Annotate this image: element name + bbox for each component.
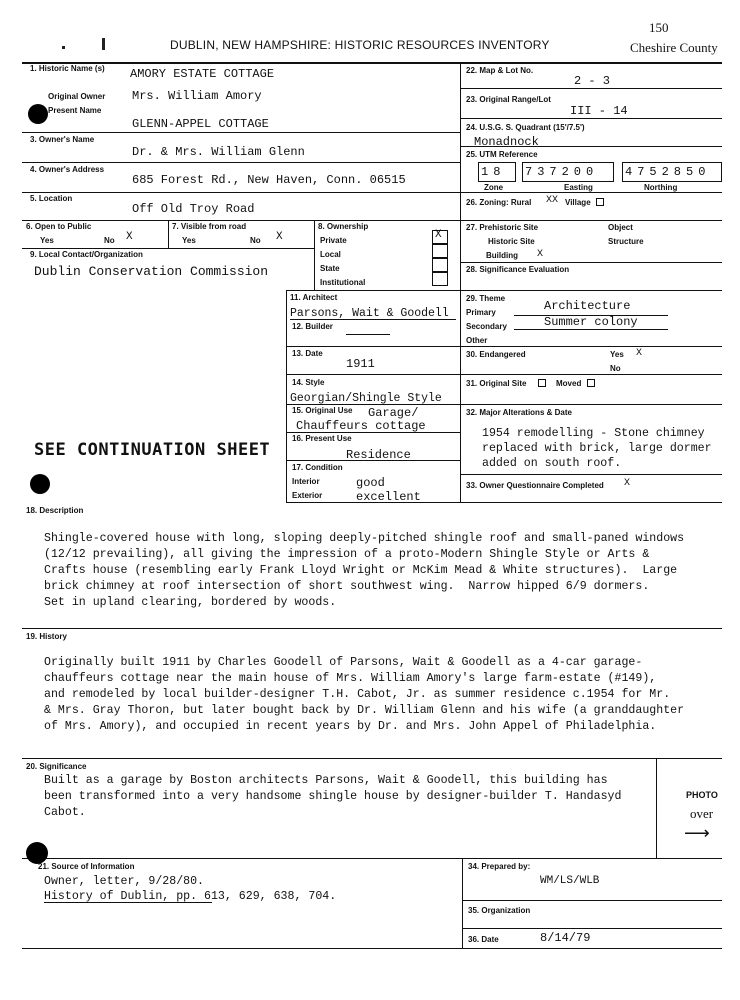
county-name: Cheshire County [630, 40, 718, 55]
quadrant-label: 24. U.S.G. S. Quadrant (15'/7.5') [466, 123, 585, 132]
prepared-by-value: WM/LS/WLB [540, 875, 600, 887]
ownership-checkbox-state[interactable] [432, 258, 448, 272]
ownership-checkbox-local[interactable] [432, 244, 448, 258]
alteration-line: 1954 remodelling - Stone chimney [482, 427, 705, 440]
alteration-line: added on south roof. [482, 457, 622, 470]
history-line: chauffeurs cottage near the main house of Mrs. William Amory's large farm-estate (#149), [44, 672, 657, 685]
photo-label: PHOTO [686, 790, 718, 800]
open-to-public-label: 6. Open to Public [26, 222, 92, 231]
village-checkbox[interactable] [596, 198, 604, 206]
theme-secondary-value: Summer colony [544, 315, 638, 329]
major-alterations-label: 32. Major Alterations & Date [466, 408, 572, 417]
theme-label: 29. Theme [466, 294, 506, 303]
historic-name-label: 1. Historic Name (s) [30, 64, 105, 73]
original-use-label: 15. Original Use [292, 406, 353, 415]
present-use-value: Residence [346, 448, 411, 462]
open-public-yes: Yes [40, 236, 54, 245]
style-underline [290, 404, 456, 405]
structure-option: Structure [608, 237, 644, 246]
significance-label: 20. Significance [26, 762, 87, 771]
history-line: and remodeled by local builder-designer T.H. Cabot, Jr. as summer residence c.1954 for Mr. [44, 688, 671, 701]
date-value: 1911 [346, 357, 375, 371]
date-prepared-label: 36. Date [468, 935, 499, 944]
alteration-line: replaced with brick, large dormer [482, 442, 712, 455]
original-site-label: 31. Original Site [466, 379, 527, 388]
description-line: Crafts house (resembling early Frank Lloyd Wright or McKim Mead & White structures). Large [44, 564, 678, 577]
page-header [0, 0, 740, 62]
description-line: Shingle-covered house with long, sloping deeply-pitched shingle roof and small-paned windows [44, 532, 685, 545]
history-line: Originally built 1911 by Charles Goodell of Parsons, Wait & Goodell as a 4-car garage- [44, 656, 643, 669]
prehistoric-site-label: 27. Prehistoric Site [466, 223, 539, 232]
utm-zone-label: Zone [484, 183, 504, 192]
map-lot-value: 2 - 3 [574, 74, 611, 88]
utm-northing-value: 4752850 [625, 165, 711, 179]
endangered-no: No [610, 364, 621, 373]
visible-road-label: 7. Visible from road [172, 222, 247, 231]
theme-secondary-label: Secondary [466, 322, 507, 331]
significance-line: Cabot. [44, 806, 86, 819]
original-use-value-1: Garage/ [368, 406, 419, 420]
visible-road-no: No [250, 236, 261, 245]
owner-name-value: Dr. & Mrs. William Glenn [132, 145, 305, 159]
punch-hole [28, 104, 48, 124]
zoning-village: Village [565, 198, 591, 207]
theme-primary-value: Architecture [544, 299, 631, 313]
zoning-label: 26. Zoning: Rural [466, 198, 532, 207]
building-mark: X [537, 249, 544, 260]
local-contact-value: Dublin Conservation Commission [34, 264, 269, 279]
ownership-private: Private [320, 236, 347, 245]
present-use-label: 16. Present Use [292, 434, 352, 443]
builder-label: 12. Builder [292, 322, 333, 331]
original-range-label: 23. Original Range/Lot [466, 95, 551, 104]
stray-mark [102, 38, 105, 50]
theme-other-label: Other [466, 336, 488, 345]
ownership-checkbox-institutional[interactable] [432, 272, 448, 286]
endangered-label: 30. Endangered [466, 350, 526, 359]
historic-site-option: Historic Site [488, 237, 535, 246]
architect-value: Parsons, Wait & Goodell [290, 307, 449, 320]
exterior-value: excellent [356, 490, 421, 504]
ownership-local: Local [320, 250, 341, 259]
original-owner-label: Original Owner [48, 92, 106, 101]
original-owner-value: Mrs. William Amory [132, 89, 262, 103]
architect-underline [290, 319, 456, 320]
owner-questionnaire-mark: X [624, 478, 631, 489]
interior-value: good [356, 476, 385, 490]
present-name-label: Present Name [48, 106, 102, 115]
location-label: 5. Location [30, 194, 73, 203]
endangered-mark: X [636, 348, 643, 359]
utm-zone-value: 18 [481, 165, 506, 179]
style-value: Georgian/Shingle Style [290, 392, 442, 405]
utm-northing-box [622, 162, 722, 182]
owner-address-label: 4. Owner's Address [30, 165, 105, 174]
source-line: History of Dublin, pp. 613, 629, 638, 704. [44, 890, 337, 903]
ownership-label: 8. Ownership [318, 222, 369, 231]
utm-easting-label: Easting [564, 183, 593, 192]
present-name-value: GLENN-APPEL COTTAGE [132, 117, 269, 131]
prepared-by-label: 34. Prepared by: [468, 862, 531, 871]
description-label: 18. Description [26, 506, 84, 515]
object-option: Object [608, 223, 633, 232]
description-line: brick chimney at roof intersection of short southwest wing. Narrow hipped 6/9 dormers. [44, 580, 650, 593]
owner-name-label: 3. Owner's Name [30, 135, 95, 144]
stray-mark-dot [62, 46, 65, 49]
history-line: & Mrs. Gray Thoron, but later bought back by Dr. William Glenn and his wife (a granddaughter [44, 704, 685, 717]
history-label: 19. History [26, 632, 67, 641]
zoning-mark: XX [546, 195, 559, 206]
date-label: 13. Date [292, 349, 323, 358]
ownership-state: State [320, 264, 340, 273]
original-site-checkbox[interactable] [538, 379, 546, 387]
open-public-no: No [104, 236, 115, 245]
photo-over-label: over [690, 806, 714, 821]
significance-eval-label: 28. Significance Evaluation [466, 265, 570, 274]
description-line: (12/12 prevailing), all giving the impression of a proto-Modern Shingle Style or Arts & [44, 548, 650, 561]
quadrant-value: Monadnock [474, 135, 539, 149]
source-line: Owner, letter, 9/28/80. [44, 875, 205, 888]
utm-easting-box [522, 162, 614, 182]
date-prepared-value: 8/14/79 [540, 931, 591, 945]
significance-line: been transformed into a very handsome shingle house by designer-builder T. Handasyd [44, 790, 622, 803]
map-lot-label: 22. Map & Lot No. [466, 66, 534, 75]
moved-label: Moved [556, 379, 582, 388]
ownership-mark: X [435, 229, 442, 241]
owner-address-value: 685 Forest Rd., New Haven, Conn. 06515 [132, 173, 406, 187]
visible-road-yes: Yes [182, 236, 196, 245]
endangered-yes: Yes [610, 350, 624, 359]
description-line: Set in upland clearing, bordered by woods. [44, 596, 337, 609]
builder-line [346, 334, 390, 335]
interior-label: Interior [292, 477, 320, 486]
local-contact-label: 9. Local Contact/Organization [30, 250, 143, 259]
original-range-value: III - 14 [570, 104, 628, 118]
utm-zone-box [478, 162, 516, 182]
utm-label: 25. UTM Reference [466, 150, 538, 159]
historic-name-value: AMORY ESTATE COTTAGE [130, 67, 275, 81]
building-option: Building [486, 251, 518, 260]
open-public-mark: X [126, 231, 133, 243]
source-underline [44, 902, 212, 903]
exterior-label: Exterior [292, 491, 323, 500]
arrow-right-icon: ⟶ [684, 823, 710, 843]
significance-line: Built as a garage by Boston architects Parsons, Wait & Goodell, this building has [44, 774, 608, 787]
history-line: of Mrs. Amory), and occupied in recent years by Dr. and Mrs. John Appel of Philadelphia. [44, 720, 657, 733]
continuation-sheet-stamp: SEE CONTINUATION SHEET [34, 440, 271, 460]
moved-checkbox[interactable] [587, 379, 595, 387]
form-title: DUBLIN, NEW HAMPSHIRE: HISTORIC RESOURCES INVENTORY [170, 38, 550, 52]
secondary-underline [514, 329, 668, 330]
utm-northing-label: Northing [644, 183, 678, 192]
punch-hole [26, 842, 48, 864]
punch-hole [30, 474, 50, 494]
organization-label: 35. Organization [468, 906, 531, 915]
location-value: Off Old Troy Road [132, 202, 255, 216]
owner-questionnaire-label: 33. Owner Questionnaire Completed [466, 481, 604, 490]
visible-road-mark: X [276, 231, 283, 243]
page-number: 150 [649, 20, 669, 35]
condition-label: 17. Condition [292, 463, 343, 472]
utm-easting-value: 737200 [525, 165, 599, 179]
source-information-label: 21. Source of Information [38, 862, 135, 871]
theme-primary-label: Primary [466, 308, 496, 317]
ownership-institutional: Institutional [320, 278, 366, 287]
original-use-value-2: Chauffeurs cottage [296, 419, 426, 433]
style-label: 14. Style [292, 378, 325, 387]
architect-label: 11. Architect [290, 293, 338, 302]
